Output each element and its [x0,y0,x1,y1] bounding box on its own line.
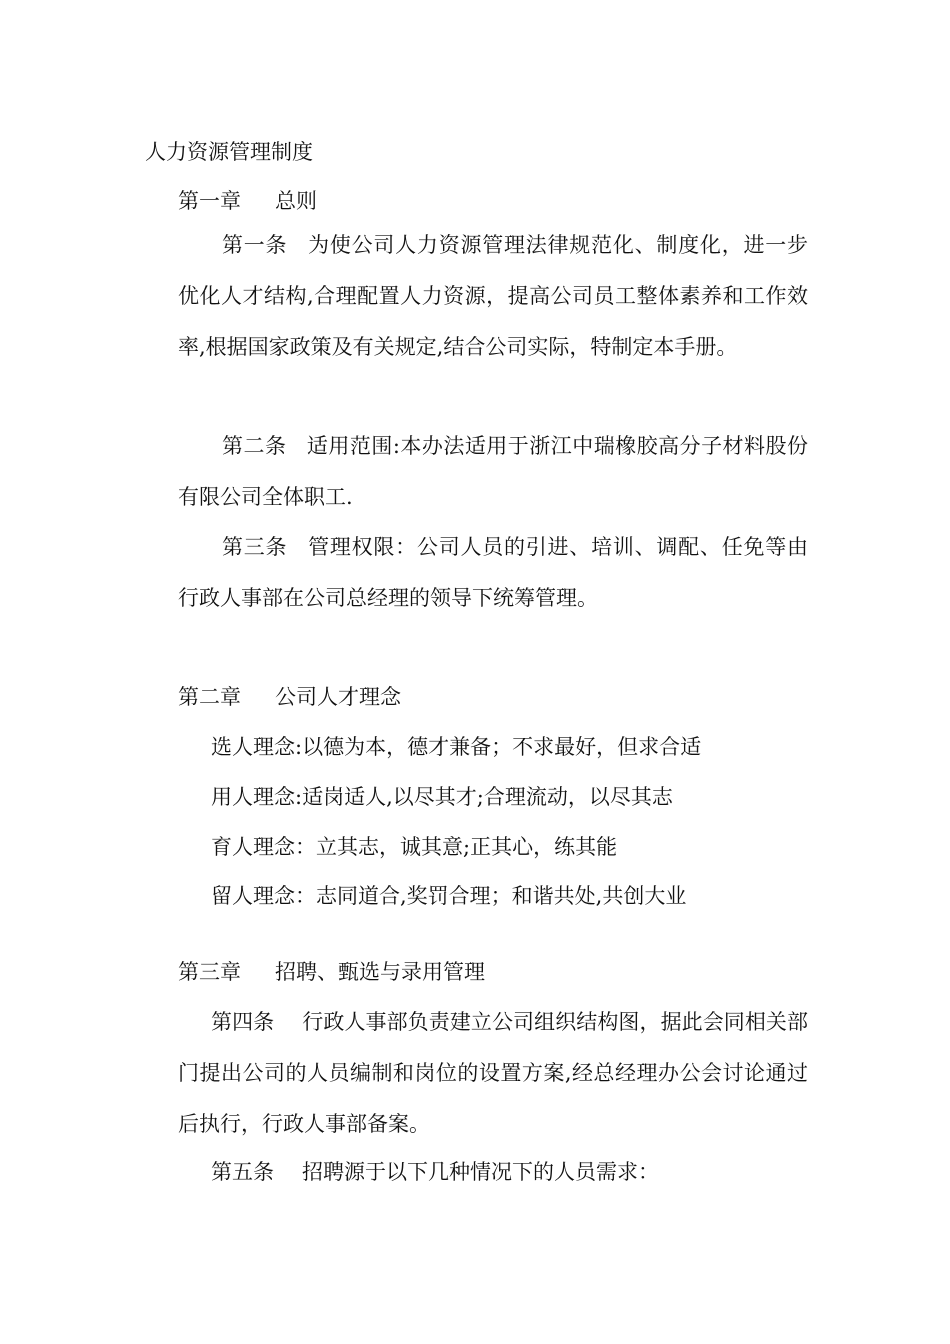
article-1 [178,220,808,373]
talent-concept-item: 留人理念：志同道合,奖罚合理；和谐共处,共创大业 [211,884,687,908]
article-2-label: 第二条 [222,434,287,458]
chapter-2-label: 第二章 [178,685,241,709]
article-4 [178,997,808,1150]
chapter-2-heading [178,687,401,708]
chapter-3-name: 招聘、甄选与录用管理 [275,960,485,984]
article-4-label: 第四条 [211,1010,275,1034]
article-2-text: 适用范围:本办法适用于浙江中瑞橡胶高分子材料股份有限公司全体职工. [178,434,808,509]
chapter-1-heading [178,191,317,212]
chapter-3-heading [178,962,485,983]
chapter-1-name: 总则 [275,189,317,213]
talent-concept-item: 选人理念:以德为本，德才兼备；不求最好，但求合适 [211,735,702,759]
talent-concept-item: 育人理念：立其志，诚其意;正其心，练其能 [211,835,618,859]
article-5-text: 招聘源于以下几种情况下的人员需求： [302,1160,659,1184]
chapter-1-label: 第一章 [178,189,241,213]
article-5 [178,1147,808,1198]
chapter-2-name: 公司人才理念 [275,685,401,709]
article-4-text: 行政人事部负责建立公司组织结构图，据此会同相关部门提出公司的人员编制和岗位的设置方案,经总经理办公会讨论通过后执行，行政人事部备案。 [178,1010,809,1136]
article-1-text: 为使公司人力资源管理法律规范化、制度化，进一步优化人才结构,合理配置人力资源，提高公司员工整体素养和工作效率,根据国家政策及有关规定,结合公司实际，特制定本手册。 [178,233,809,359]
article-2 [178,421,808,523]
chapter-3-label: 第三章 [178,960,241,984]
talent-concept-item: 用人理念:适岗适人,以尽其才;合理流动，以尽其志 [211,785,673,809]
article-3 [178,522,808,624]
document-title: 人力资源管理制度 [145,140,313,164]
article-3-label: 第三条 [222,535,288,559]
article-5-label: 第五条 [211,1160,274,1184]
article-3-text: 管理权限：公司人员的引进、培训、调配、任免等由行政人事部在公司总经理的领导下统筹管理。 [178,535,809,610]
article-1-label: 第一条 [222,233,288,257]
